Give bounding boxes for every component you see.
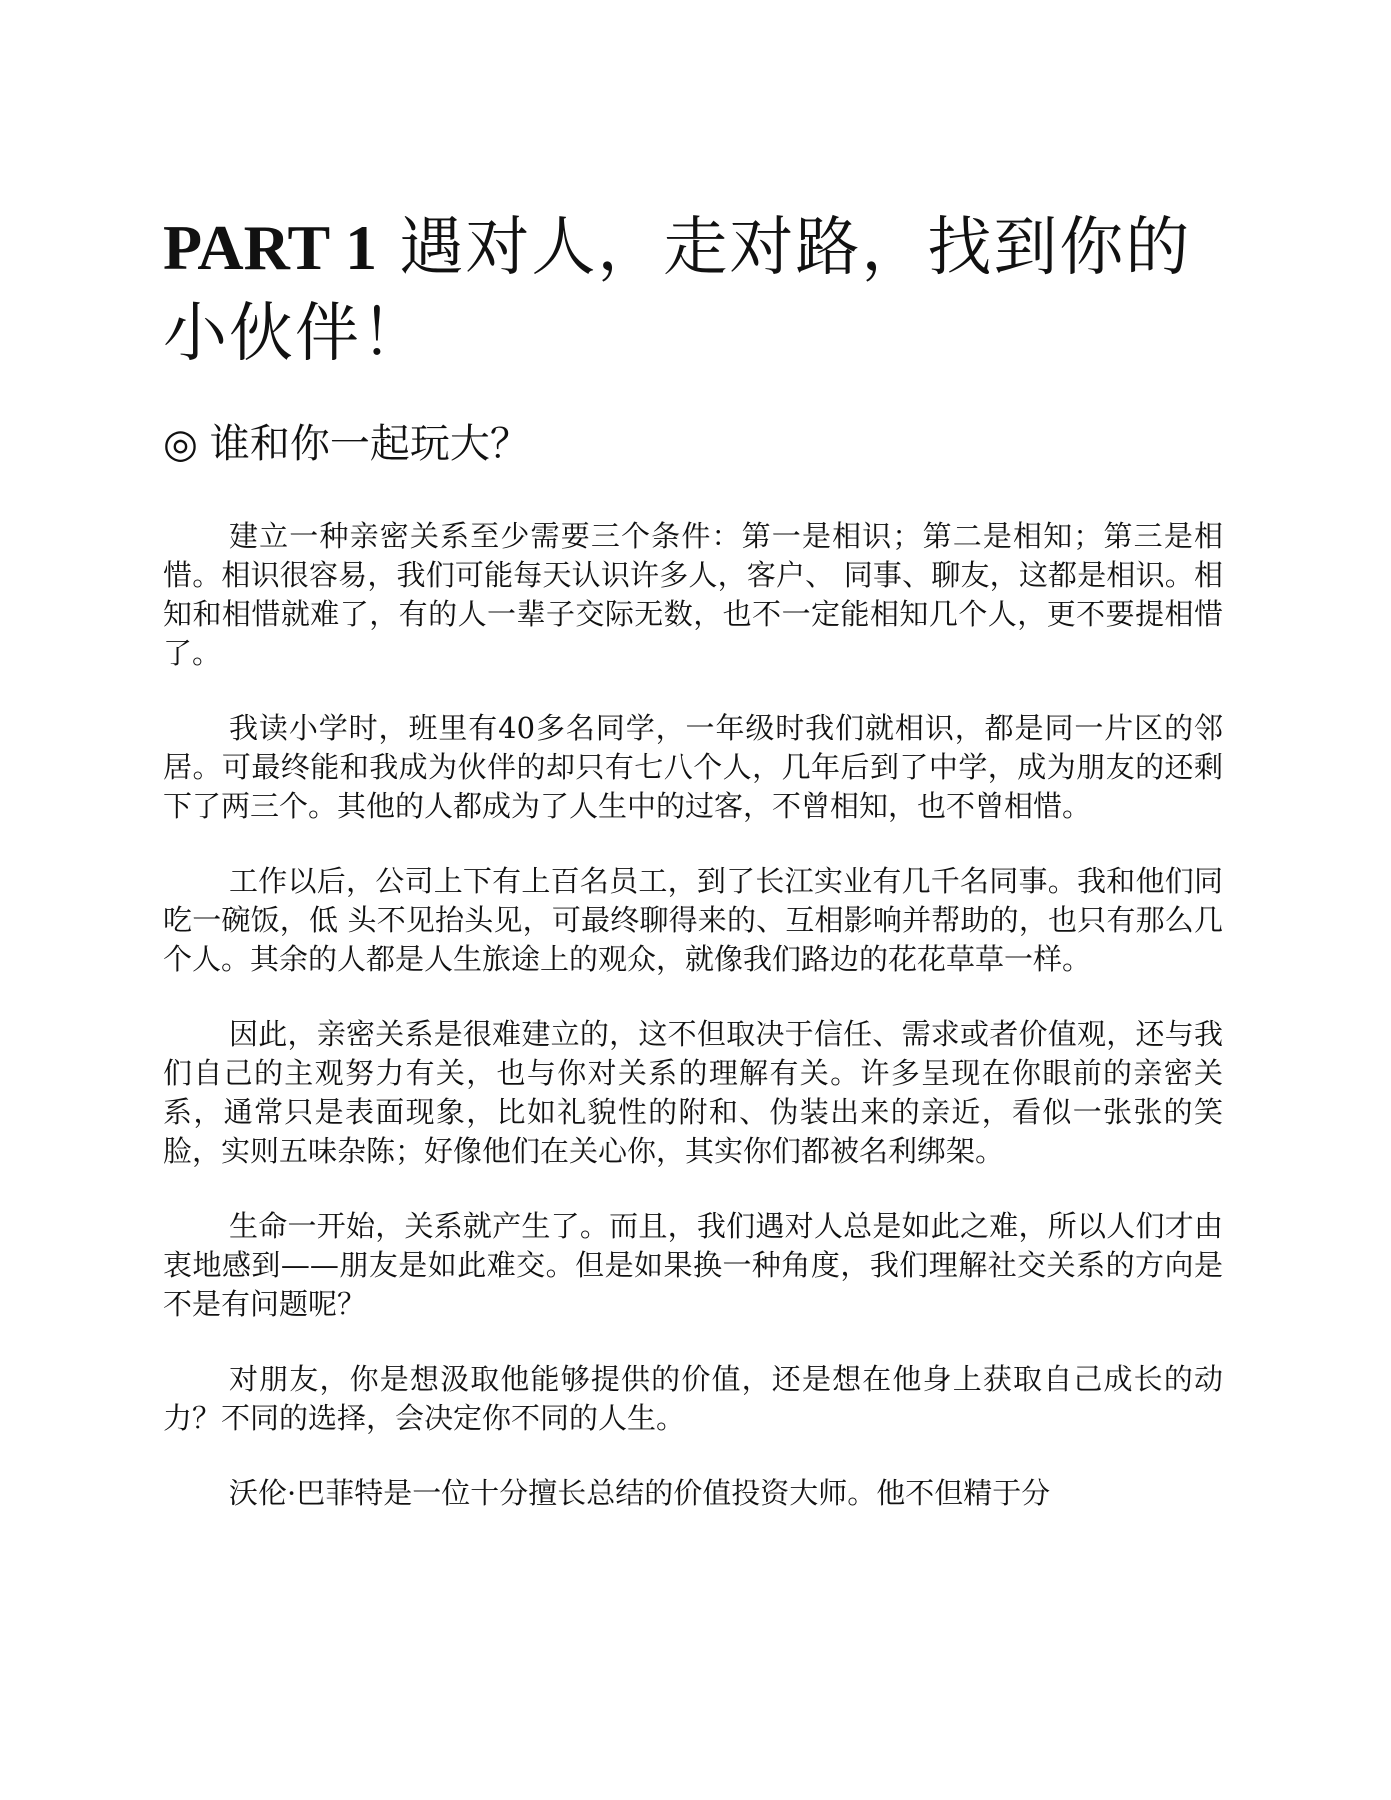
paragraph: 因此，亲密关系是很难建立的，这不但取决于信任、需求或者价值观，还与我们自己的主观努力有关，也与你对关系的理解有关。许多呈现在你眼前的亲密关系，通常只是表面现象，比如礼貌性的附和、伪装出来的亲近，看似一张张的笑脸，实则五味杂陈；好像他们在关心你，其实你们都被名利绑架。: [163, 1017, 1223, 1168]
section-heading: [163, 415, 1223, 473]
chapter-title-text: 遇对人，走对路，找到你的小伙伴！: [163, 211, 1192, 371]
paragraph: 对朋友，你是想汲取他能够提供的价值，还是想在他身上获取自己成长的动力？不同的选择，会决定你不同的人生。: [163, 1362, 1223, 1435]
paragraph: 建立一种亲密关系至少需要三个条件：第一是相识；第二是相知；第三是相惜。相识很容易，我们可能每天认识许多人，客户、 同事、聊友，这都是相识。相知和相惜就难了，有的人一辈子交际无数，也不一定能相知几个人，更不要提相惜了。: [163, 519, 1223, 670]
page-content: [163, 205, 1223, 1549]
paragraph: 沃伦·巴菲特是一位十分擅长总结的价值投资大师。他不但精于分: [229, 1476, 1051, 1510]
paragraph: 我读小学时，班里有40多名同学，一年级时我们就相识，都是同一片区的邻居。可最终能和我成为伙伴的却只有七八个人，几年后到了中学，成为朋友的还剩下了两三个。其他的人都成为了人生中的过客，不曾相知，也不曾相惜。: [163, 711, 1223, 823]
paragraph: 生命一开始，关系就产生了。而且，我们遇对人总是如此之难，所以人们才由衷地感到——朋友是如此难交。但是如果换一种角度，我们理解社交关系的方向是不是有问题呢？: [163, 1209, 1223, 1321]
circle-bullet-icon: ◎: [163, 421, 198, 467]
paragraph: 工作以后，公司上下有上百名员工，到了长江实业有几千名同事。我和他们同吃一碗饭，低 头不见抬头见，可最终聊得来的、互相影响并帮助的，也只有那么几个人。其余的人都是人生旅途上的观众，就像我们路边的花花草草一样。: [163, 864, 1223, 976]
chapter-title: [163, 205, 1223, 377]
section-heading-text: 谁和你一起玩大？: [209, 421, 530, 467]
chapter-part-label: PART 1: [163, 212, 378, 283]
body-text: [163, 517, 1223, 1513]
